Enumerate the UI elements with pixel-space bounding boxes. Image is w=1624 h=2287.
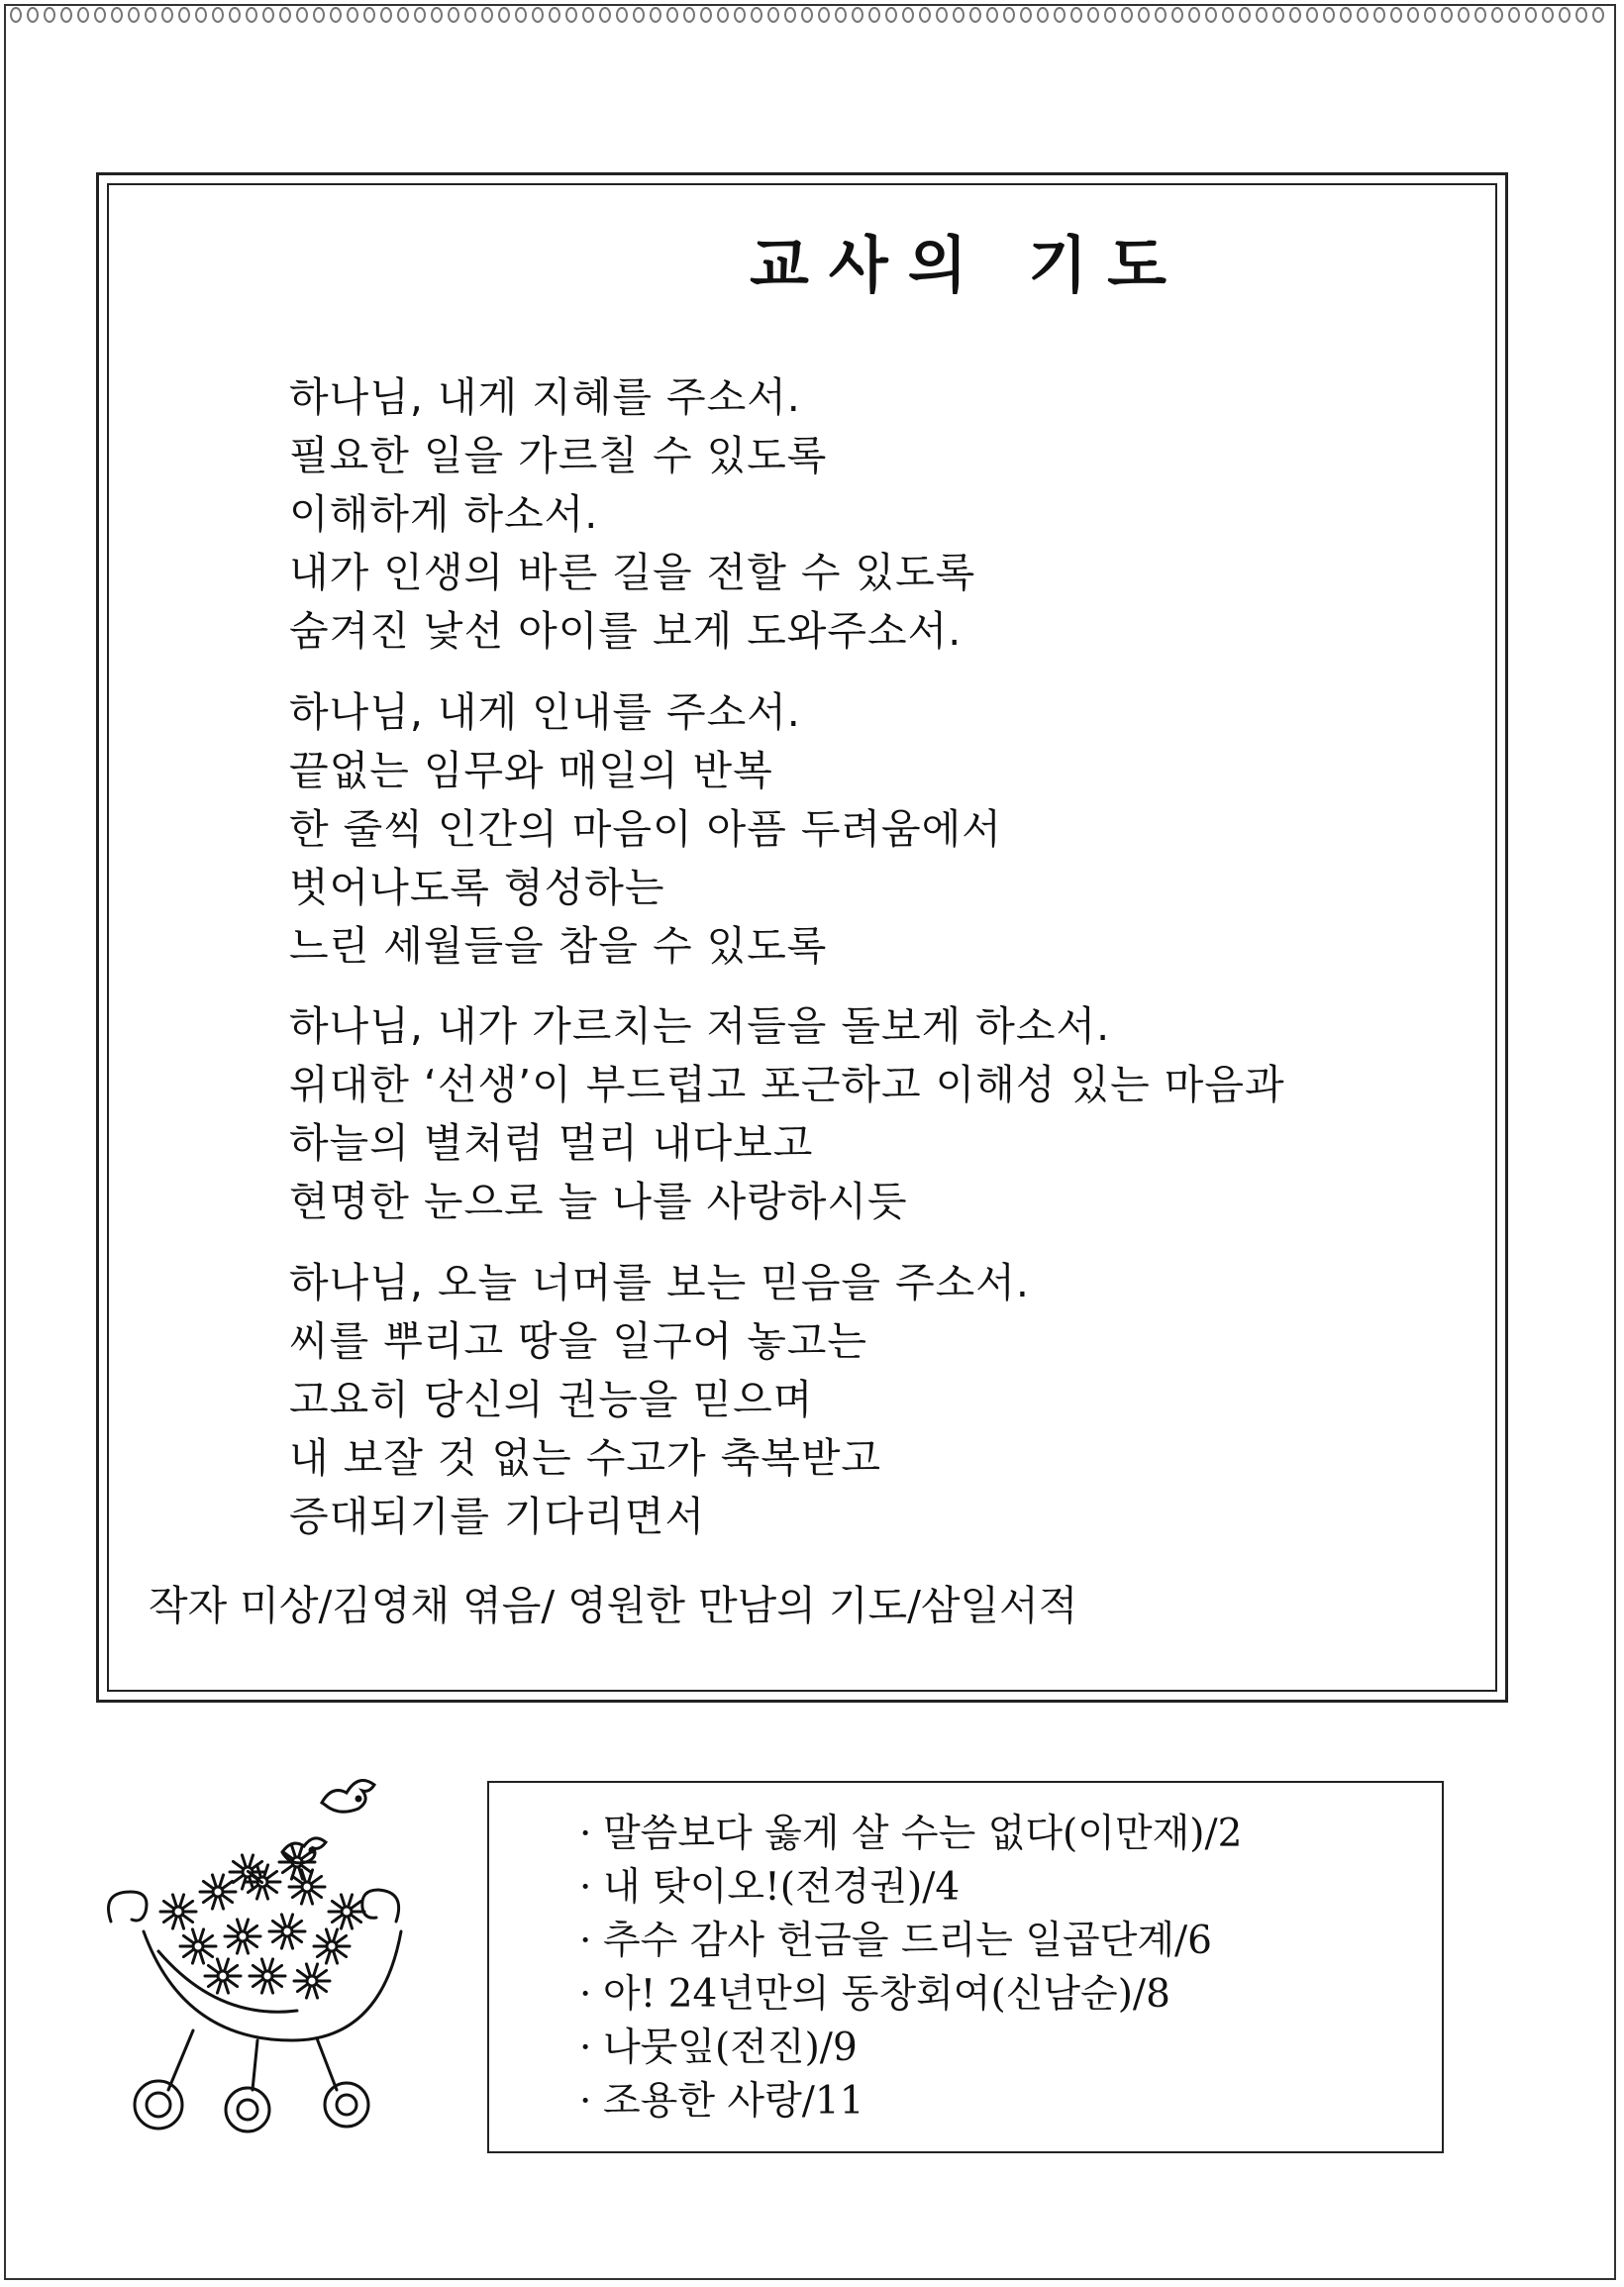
poem-line: 느린 세월들을 참을 수 있도록	[289, 922, 828, 970]
poem-line: 내가 인생의 바른 길을 전할 수 있도록	[289, 549, 976, 596]
contents-item-text: 말씀보다 옳게 살 수는 없다(이만재)/2	[603, 1812, 1243, 1856]
poem-line: 필요한 일을 가르칠 수 있도록	[289, 432, 828, 479]
poem-line: 하나님, 오늘 너머를 보는 믿음을 주소서.	[289, 1259, 1030, 1306]
poem-line: 하나님, 내게 인내를 주소서.	[289, 688, 801, 736]
contents-item-text: 나뭇잎(전진)/9	[603, 2026, 858, 2070]
poem-line: 벗어나도록 형성하는	[289, 864, 665, 911]
poem-line: 한 줄씩 인간의 마음이 아픔 두려움에서	[289, 805, 1002, 853]
poem-line: 씨를 뿌리고 땅을 일구어 놓고는	[289, 1317, 868, 1365]
contents-item	[579, 1968, 1242, 2022]
contents-item	[579, 2022, 1242, 2075]
contents-item-text: 추수 감사 헌금을 드리는 일곱단계/6	[603, 1919, 1212, 1963]
stanza-2	[289, 683, 1002, 976]
contents-item-text: 조용한 사랑/11	[603, 2079, 864, 2124]
poem-title: 교사의 기도	[750, 229, 1187, 301]
poem-line: 증대되기를 기다리면서	[289, 1493, 706, 1540]
poem-line: 이해하게 하소서.	[289, 490, 599, 538]
poem-line: 위대한 ‘선생’이 부드럽고 포근하고 이해성 있는 마음과	[289, 1061, 1285, 1108]
contents-item-text: 내 탓이오!(전경권)/4	[603, 1865, 961, 1910]
stanza-4	[289, 1254, 1030, 1546]
bullet: ·	[579, 1972, 592, 2017]
poem-line: 하나님, 내게 지혜를 주소서.	[289, 373, 801, 421]
poem-line: 하나님, 내가 가르치는 저들을 돌보게 하소서.	[289, 1002, 1111, 1050]
poem-source: 작자 미상/김영채 엮음/ 영원한 만남의 기도/삼일서적	[149, 1582, 1078, 1629]
contents-item	[579, 1861, 1242, 1915]
bullet: ·	[579, 1919, 592, 1963]
stanza-3	[289, 997, 1285, 1231]
bullet: ·	[579, 1812, 592, 1856]
poem-line: 하늘의 별처럼 멀리 내다보고	[289, 1119, 814, 1167]
spiral-binding	[10, 4, 1614, 26]
bullet: ·	[579, 2079, 592, 2124]
poem-line: 끝없는 임무와 매일의 반복	[289, 747, 773, 794]
poem-line: 고요히 당신의 권능을 믿으며	[289, 1376, 814, 1423]
poem-line: 내 보잘 것 없는 수고가 축복받고	[289, 1434, 882, 1482]
bullet: ·	[579, 1865, 592, 1910]
contents-item	[579, 2075, 1242, 2129]
contents-item	[579, 1915, 1242, 1968]
contents-list	[579, 1808, 1242, 2129]
bullet: ·	[579, 2026, 592, 2070]
contents-item-text: 아! 24년만의 동창회여(신남순)/8	[603, 1972, 1170, 2017]
flower-cart-with-birds-icon	[99, 1763, 465, 2139]
poem-line: 현명한 눈으로 늘 나를 사랑하시듯	[289, 1178, 908, 1225]
contents-item	[579, 1808, 1242, 1861]
poem-line: 숨겨진 낯선 아이를 보게 도와주소서.	[289, 607, 963, 655]
stanza-1	[289, 368, 975, 661]
